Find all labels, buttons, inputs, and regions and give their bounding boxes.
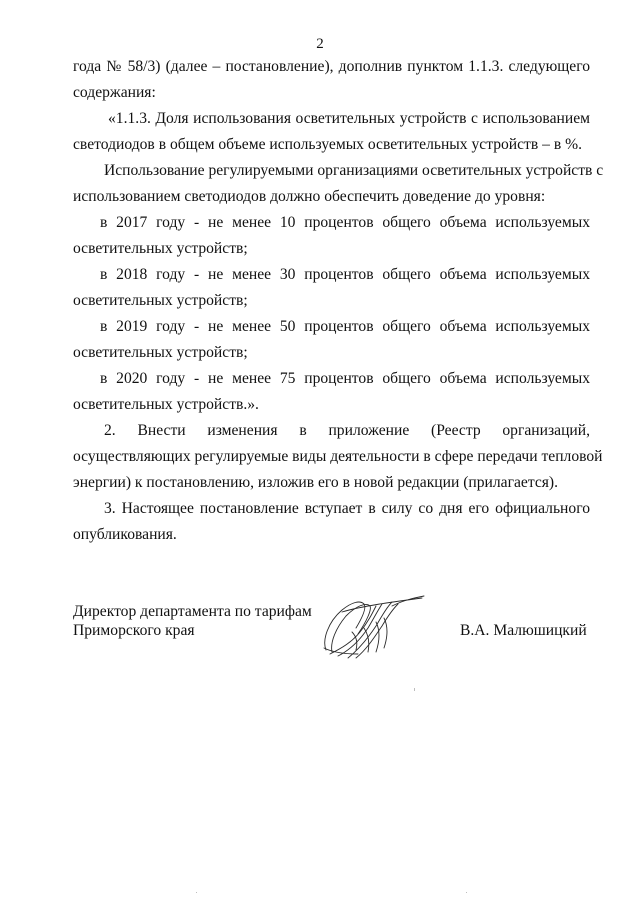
paragraph-2-line-2: светодиодов в общем объеме используемых осветительных устройств – в %. — [73, 136, 582, 153]
year-2019-line-2: осветительных устройств; — [73, 344, 248, 361]
paragraph-1-line-1: года № 58/3) (далее – постановление), дополнив пунктом 1.1.3. следующего — [73, 58, 590, 75]
year-2017-line-1: в 2017 году - не менее 10 процентов общего объема используемых — [100, 214, 590, 231]
signatory-position-line-2: Приморского края — [73, 622, 195, 639]
year-2020-line-2: осветительных устройств.». — [73, 396, 259, 413]
item-2-line-2: осуществляющих регулируемые виды деятельности в сфере передачи тепловой — [73, 448, 603, 465]
paragraph-3-line-1: Использование регулируемыми организациями осветительных устройств с — [104, 162, 604, 179]
item-2-line-1: 2. Внести изменения в приложение (Реестр организаций, — [104, 422, 590, 439]
year-2018-line-2: осветительных устройств; — [73, 292, 248, 309]
item-2-line-3: энергии) к постановлению, изложив его в новой редакции (прилагается). — [73, 474, 559, 491]
signatory-position-line-1: Директор департамента по тарифам — [73, 603, 312, 620]
year-2018-line-1: в 2018 году - не менее 30 процентов общего объема используемых — [100, 266, 590, 283]
signatory-name: В.А. Малюшицкий — [460, 622, 587, 639]
page-number: 2 — [316, 36, 324, 52]
scan-speck — [196, 892, 197, 893]
year-2019-line-1: в 2019 году - не менее 50 процентов общего объема используемых — [100, 318, 590, 335]
scan-speck — [414, 688, 415, 691]
scan-speck — [466, 892, 467, 893]
paragraph-2-line-1: «1.1.3. Доля использования осветительных устройств с использованием — [108, 110, 590, 127]
year-2020-line-1: в 2020 году - не менее 75 процентов общего объема используемых — [100, 370, 590, 387]
handwritten-signature — [312, 592, 432, 667]
year-2017-line-2: осветительных устройств; — [73, 240, 248, 257]
item-3-line-1: 3. Настоящее постановление вступает в силу со дня его официального — [104, 500, 590, 517]
paragraph-1-line-2: содержания: — [73, 84, 156, 101]
paragraph-3-line-2: использованием светодиодов должно обеспечить доведение до уровня: — [73, 188, 546, 205]
item-3-line-2: опубликования. — [73, 526, 177, 543]
